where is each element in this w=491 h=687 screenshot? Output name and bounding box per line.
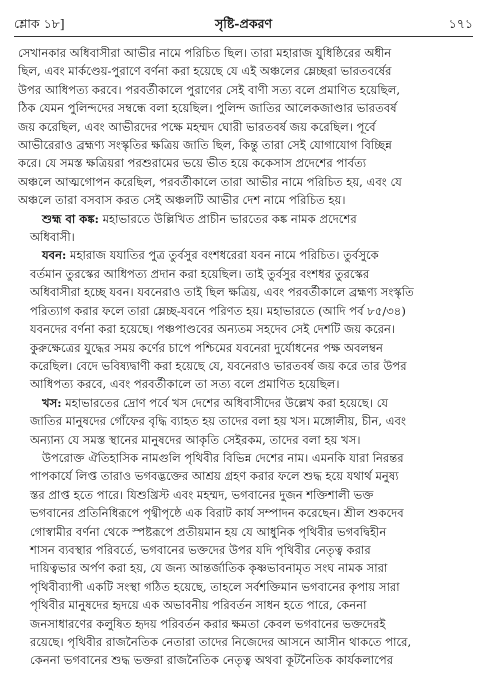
text-line: ভগবানের প্রতিনিধিরূপে পৃথ্বীপৃষ্ঠে এক বিরাট কার্য সম্পাদন করেছেন। শ্রীল শুকদেব — [30, 506, 404, 521]
line-text: মহারাজ যযাতির পুত্র তুর্বসুর বংশধরেরা যবন নামে পরিচিত। তুর্বসুকে — [66, 248, 379, 263]
page-number: ১৭১ — [448, 16, 473, 31]
paragraph — [18, 246, 477, 393]
text-line: পাপকার্যে লিপ্ত তারাও ভগবদ্ভক্তের আশ্রয় গ্রহণ করার ফলে শুদ্ধ হয়ে যথার্থ মনুষ্য — [30, 469, 399, 484]
text-line: রয়েছে। পৃথিবীর রাজনৈতিক নেতারা তাদের নিজেদের আসনে আসীন থাকতে পারে, — [30, 635, 412, 649]
line-text: মহাভারতে উল্লিখিত প্রাচীন ভারতের কঙ্ক নামক প্রদেশের — [98, 211, 357, 226]
text-line: অন্যান্য যে সমস্ত স্থানের মানুষদের আকৃতি সেইরকম, তাদের বলা হয় খস। — [30, 432, 361, 447]
paragraph — [18, 394, 477, 449]
text-line: অঞ্চলে আত্মগোপন করেছিল, পরবর্তীকালে তারা আভীর নামে পরিচিত হয়, এবং যে — [18, 174, 402, 189]
header-rule — [14, 36, 473, 37]
text-line: ছিল, এবং মার্কণ্ডেয়-পুরাণে বর্ণনা করা হয়েছে যে এই অঞ্চলের ম্লেচ্ছরা ভারতবর্ষের — [18, 64, 392, 79]
text-line: স্তর প্রাপ্ত হতে পারে। যিশুখ্রিস্ট এবং মহম্মদ, ভগবানের দুজন শক্তিশালী ভক্ত — [30, 487, 374, 502]
text-line: কেননা ভগবানের শুদ্ধ ভক্তরা রাজনৈতিক নেতৃত্ব অথবা কূটনৈতিক কার্যকলাপের — [30, 653, 394, 668]
text-line: করে। যে সমস্ত ক্ষত্রিয়রা পরশুরামের ভয়ে ভীত হয়ে ককেসাস প্রদেশের পার্বত্য — [18, 156, 367, 171]
text-line: পৃথিবীর মানুষদের হৃদয়ে এক অভাবনীয় পরিবর্তন সাধন হতে পারে, কেননা — [30, 598, 367, 613]
text-line: গোস্বামীর বর্ণনা থেকে স্পষ্টরূপে প্রতীয়মান হয় যে আধুনিক পৃথিবীর ভগবদ্বিহীন — [30, 524, 387, 539]
paragraph — [18, 44, 477, 210]
paragraph — [18, 210, 477, 247]
glossary-term: শুহ্ম বা কঙ্ক: — [42, 211, 99, 226]
text-line: পৃথিবীব্যাপী একটি সংস্থা গঠিত হয়েছে, তাহলে সর্বশক্তিমান ভগবানের কৃপায় সারা — [30, 579, 400, 594]
text-line: জয় করেছিল, এবং আভীরদের পক্ষে মহম্মদ ঘোরী ভারতবর্ষ জয় করেছিল। পূর্বে — [18, 119, 376, 134]
running-header — [14, 10, 473, 36]
text-line: উপরোক্ত ঐতিহাসিক নামগুলি পৃথিবীর বিভিন্ন দেশের নাম। এমনকি যারা নিরন্তর — [42, 450, 404, 465]
text-line: পরিত্যাগ করার ফলে তারা ম্লেচ্ছ-যবনে পরিণত হয়। মহাভারতে (আদি পর্ব ৮৫/৩৪) — [30, 303, 406, 318]
text-line: বর্তমান তুরস্কের আধিপত্য প্রদান করা হয়েছিল। তাই তুর্বসুর বংশধর তুরস্কের — [30, 266, 370, 281]
text-line: অঞ্চলে তারা বসবাস করত সেই অঞ্চলটি আভীর দেশ নামে পরিচিত হয়। — [18, 193, 346, 208]
verse-reference: শ্লোক ১৮] — [14, 16, 65, 31]
text-line: দায়িত্বভার অর্পণ করা হয়, যে জন্য আন্তর্জাতিক কৃষ্ণভাবনামৃত সংঘ নামক সারা — [30, 561, 388, 576]
glossary-term: যবন: — [42, 248, 67, 263]
text-line: জনসাধারণের কলুষিত হৃদয় পরিবর্তন করার ক্ষমতা কেবল ভগবানের ভক্তদেরই — [30, 616, 386, 631]
text-line — [18, 246, 477, 264]
text-line: অধিবাসীরা হচ্ছে যবন। যবনেরাও তাই ছিল ক্ষত্রিয়, এবং পরবর্তীকালে ব্রহ্মণ্য সংস্কৃতি — [30, 285, 414, 300]
text-line: কুরুক্ষেত্রের যুদ্ধের সময় কর্ণের চাপে পশ্চিমের যবনেরা দুর্যোধনের পক্ষ অবলম্বন — [30, 340, 383, 355]
text-line: যবনদের বর্ণনা করা হয়েছে। পঞ্চপাণ্ডবের অন্যতম সহদেব সেই দেশটি জয় করেন। — [30, 322, 396, 337]
purport-text — [18, 44, 477, 670]
text-line: শাসন ব্যবস্থার পরিবর্তে, ভগবানের ভক্তদের উপর যদি পৃথিবীর নেতৃত্ব করার — [30, 542, 371, 557]
chapter-title: সৃষ্টি-প্রকরণ — [214, 16, 273, 31]
text-line: করেছিল। বেদে ভবিষ্যদ্বাণী করা হয়েছে যে, যবনেরাও ভারতবর্ষ জয় করে তার উপর — [30, 358, 407, 373]
text-line: ঠিক যেমন পুলিন্দদের সম্বন্ধে বলা হয়েছিল। পুলিন্দ জাতির আলেকজাণ্ডার ভারতবর্ষ — [18, 101, 397, 116]
text-line — [18, 394, 477, 412]
text-line — [18, 210, 477, 228]
text-line: সেখানকার অধিবাসীরা আভীর নামে পরিচিত ছিল। তারা মহারাজ যুধিষ্ঠিরের অধীন — [18, 46, 392, 60]
line-text: মহাভারতের দ্রোণ পর্বে খস দেশের অধিবাসীদের উল্লেখ করা হয়েছে। যে — [61, 395, 389, 410]
glossary-term: খস: — [42, 395, 62, 410]
text-line: আভীরেরাও ব্রহ্মণ্য সংস্কৃতির ক্ষত্রিয় জাতি ছিল, কিন্তু তারা সেই যোগাযোগ বিচ্ছিন্ন — [18, 138, 392, 153]
text-line: জাতির মানুষদের গোঁফের বৃদ্ধি ব্যাহত হয় তাদের বলা হয় খস। মঙ্গোলীয়, চীন, এবং — [30, 414, 406, 429]
text-line: উপর আধিপত্য করবে। পরবর্তীকালে পুরাণের সেই বাণী সত্য বলে প্রমাণিত হয়েছিল, — [18, 82, 401, 97]
text-line: অধিবাসী। — [30, 230, 75, 245]
paragraph — [18, 449, 477, 670]
text-line: আধিপত্য করবে, এবং পরবর্তীকালে তা সত্য বলে প্রমাণিত হয়েছিল। — [30, 377, 340, 392]
